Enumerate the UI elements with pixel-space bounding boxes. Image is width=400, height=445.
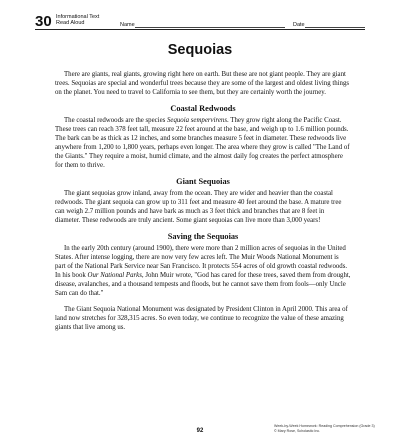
saving-sequoias-paragraph xyxy=(55,244,351,298)
header-category-line2: Read Aloud xyxy=(56,20,85,26)
book-title: Our National Parks xyxy=(87,272,142,279)
coastal-text-b: . They grow right along the Pacific Coast. These trees can reach 378 feet tall, measure 22 feet around at the base, and weigh up to 1.6 million pounds. The bark can be as thick as 12 inches, and some branches measure 5 feet in diameter. These redwoods live anywhere from 1,200 to 1,800 years, perhaps even longer. The area where they grow is called "The Land of the Giants." They require a moist, humid climate, and the almost daily fog creates the perfect atmosphere for them to thrive. xyxy=(55,117,350,169)
name-blank-line[interactable] xyxy=(135,27,285,28)
footer-credit-line2: © Mary Rose, Scholastic Inc. xyxy=(274,428,321,433)
coastal-text-a: The coastal redwoods are the species xyxy=(64,117,167,124)
species-name: Sequoia sempervirens xyxy=(167,117,227,124)
section-heading-coastal-redwoods: Coastal Redwoods xyxy=(170,104,236,113)
header-page-number: 30 xyxy=(35,13,52,30)
saving-text-a: In the early 20th century (around 1900), there were more than 2 million acres of sequoias in the United States. After intense logging, there are now very few acres left. The Muir Woods National Monument is part of the National Park Service near San Francisco. It protects 554 acres of old growth coastal redwoods. In his book xyxy=(55,245,348,279)
name-label: Name xyxy=(120,22,135,28)
date-blank-line[interactable] xyxy=(305,27,365,28)
paragraph-gap xyxy=(55,298,351,305)
date-label: Date xyxy=(293,22,305,28)
footer-page-number: 92 xyxy=(196,428,204,434)
intro-paragraph: There are giants, real giants, growing right here on earth. But these are not giant people. They are giant trees. Sequoias are special and wonderful trees because they are some of the largest and oldest living things on the planet. You need to travel to California to see them, but they are certainly worth the journey. xyxy=(55,71,350,96)
header-category xyxy=(56,14,99,26)
footer-credit-line1: Week-by-Week Homework: Reading Comprehension (Grade 3) xyxy=(274,424,375,428)
section-heading-giant-sequoias: Giant Sequoias xyxy=(176,177,230,186)
coastal-redwoods-paragraph xyxy=(55,116,351,170)
page-title: Sequoias xyxy=(167,42,233,58)
giant-sequoias-paragraph: The giant sequoias grow inland, away from the ocean. They are wider and heavier than the coastal redwoods. The giant sequoia can grow up to 311 feet and measure 40 feet around the base. A mature tree can weigh 2.7 million pounds and have bark as much as 3 feet thick and branches that are 8 feet in diameter. These redwoods are truly ancient. Some giant sequoias can live more than 3,000 years! xyxy=(55,190,342,224)
article-body xyxy=(55,70,351,332)
header-rule xyxy=(35,29,365,30)
header-category-line1: Informational Text xyxy=(56,14,100,20)
section-heading-saving-sequoias: Saving the Sequoias xyxy=(167,232,239,241)
saving-text-b: , John Muir wrote, "God has cared for these trees, saved them from drought, disease, avalanches, and a thousand tempests and floods, but he cannot save them from fools—only Uncle Sam can do that." xyxy=(55,272,351,297)
footer-credit xyxy=(274,424,394,433)
monument-paragraph: The Giant Sequoia National Monument was designated by President Clinton in April 2000. This area of land now stretches for 328,315 acres. So even today, we continue to recognize the value of these amazing giants that live among us. xyxy=(55,306,348,331)
